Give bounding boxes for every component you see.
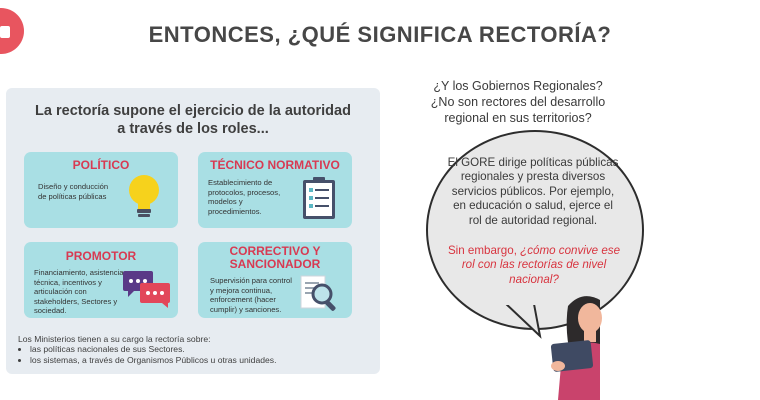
card-promotor <box>24 242 178 318</box>
document-magnifier-icon <box>298 272 340 314</box>
woman-with-tablet-illustration <box>548 292 600 400</box>
question-line1: ¿Y los Gobiernos Regionales? <box>433 79 603 93</box>
footer-list <box>18 344 378 365</box>
card-title: POLÍTICO <box>72 158 130 172</box>
panel-heading <box>6 102 380 138</box>
list-item: • los sistemas, a través de Organismos Públicos u otras unidades. <box>30 355 378 365</box>
clipboard-checklist-icon <box>302 176 336 220</box>
roles-panel <box>6 88 380 374</box>
bubble-question-prefix: Sin embargo, <box>447 244 521 257</box>
card-text: Diseño y conducción de políticas públicas <box>38 182 109 201</box>
card-politico <box>24 152 178 228</box>
panel-footer <box>18 334 378 365</box>
panel-heading-line2: a través de los roles... <box>117 121 269 137</box>
bubble-question <box>446 244 622 287</box>
card-tecnico-normativo <box>198 152 352 228</box>
question-line3: regional en sus territorios? <box>444 111 592 125</box>
regional-question <box>418 78 618 126</box>
card-text: Establecimiento de protocolos, procesos, modelos y procedimientos. <box>208 178 281 216</box>
chat-bubbles-icon <box>122 270 172 308</box>
page-title: ENTONCES, ¿QUÉ SIGNIFICA RECTORÍA? <box>148 22 612 47</box>
card-text: Financiamiento, asistencia técnica, incentivos y articulación con stakeholders, Sectores y sociedad. <box>34 268 124 316</box>
card-title: CORRECTIVO Y SANCIONADOR <box>229 244 321 271</box>
card-title: TÉCNICO NORMATIVO <box>210 158 340 172</box>
footer-intro: Los Ministerios tienen a su cargo la rectoría sobre: <box>18 334 211 344</box>
card-correctivo-sancionador <box>198 242 352 318</box>
question-line2: ¿No son rectores del desarrollo <box>430 95 606 109</box>
bubble-question-italic: ¿cómo convive ese rol con las rectorías de nivel nacional? <box>461 244 621 286</box>
bubble-text: El GORE dirige políticas públicas regionales y presta diversos servicios públicos. Por ejemplo, en educación o salud, ejerce el rol de autoridad regional. <box>447 156 619 227</box>
lightbulb-icon <box>124 172 164 220</box>
card-title: PROMOTOR <box>65 249 137 263</box>
list-item: • las políticas nacionales de sus Sectores. <box>30 344 378 354</box>
panel-heading-line1: La rectoría supone el ejercicio de la autoridad <box>35 103 351 119</box>
card-text: Supervisión para control y mejora continua, enforcement (hacer cumplir) y sanciones. <box>210 276 292 314</box>
